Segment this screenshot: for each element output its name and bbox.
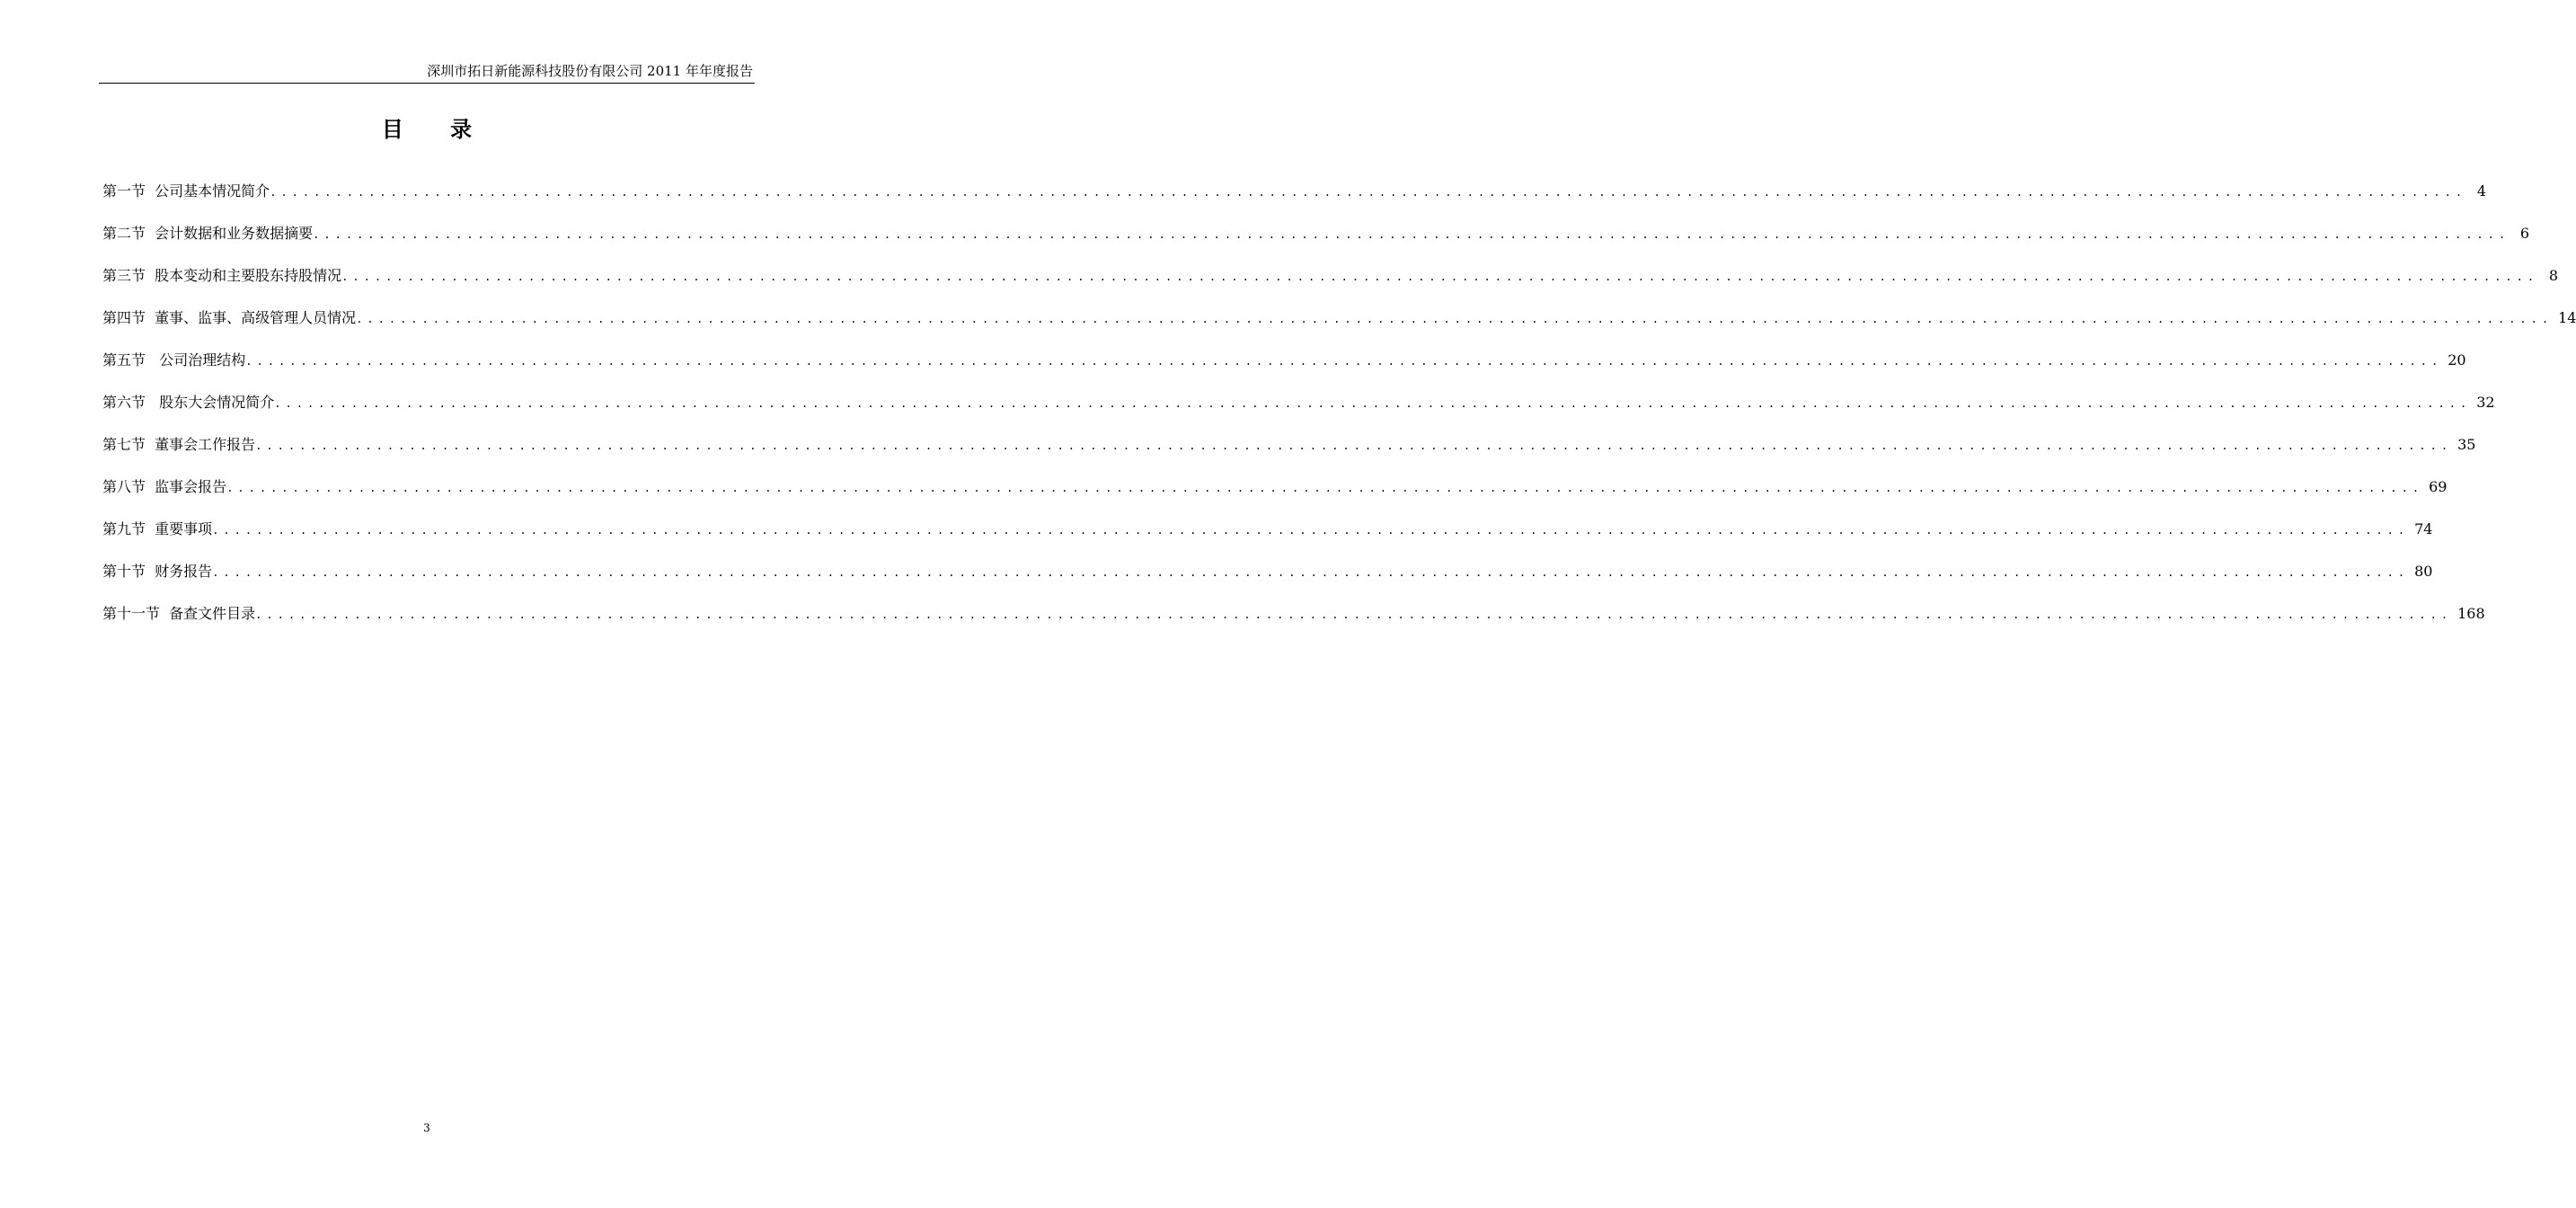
toc-entry-label: 第七节 董事会工作报告	[102, 436, 256, 453]
toc-leader-dots: ........................................................................................................................................................................................................	[341, 271, 2539, 283]
table-of-contents	[102, 180, 2576, 644]
toc-entry-page: 4	[2476, 182, 2487, 200]
toc-entry-page: 74	[2414, 520, 2433, 537]
toc-leader-dots: ........................................................................................................................................................................................................	[255, 608, 2453, 621]
toc-entry-page: 168	[2457, 605, 2485, 622]
page-header	[99, 59, 755, 84]
toc-leader-dots: ........................................................................................................................................................................................................	[356, 313, 2554, 325]
toc-entry-section-11[interactable]	[102, 602, 2485, 644]
toc-leader-dots: ........................................................................................................................................................................................................	[313, 228, 2510, 241]
toc-entry-section-6[interactable]	[102, 391, 2495, 433]
toc-entry-section-2[interactable]	[102, 222, 2530, 264]
toc-entry-page: 32	[2476, 394, 2495, 411]
toc-entry-label: 第二节 会计数据和业务数据摘要	[102, 225, 314, 242]
toc-leader-dots: ........................................................................................................................................................................................................	[245, 355, 2443, 368]
toc-entry-page: 14	[2558, 309, 2576, 326]
toc-entry-section-1[interactable]	[102, 180, 2487, 222]
toc-leader-dots: ........................................................................................................................................................................................................	[270, 186, 2467, 199]
toc-entry-label: 第五节 公司治理结构	[102, 351, 246, 369]
toc-entry-label: 第六节 股东大会情况简介	[102, 394, 275, 411]
toc-entry-section-8[interactable]	[102, 475, 2448, 518]
toc-leader-dots: ........................................................................................................................................................................................................	[226, 482, 2424, 494]
toc-entry-page: 35	[2457, 436, 2476, 453]
toc-leader-dots: ........................................................................................................................................................................................................	[255, 440, 2453, 452]
toc-entry-page: 6	[2519, 225, 2530, 242]
toc-entry-section-10[interactable]	[102, 560, 2433, 602]
toc-entry-page: 8	[2548, 267, 2559, 284]
toc-leader-dots: ........................................................................................................................................................................................................	[274, 397, 2472, 410]
toc-entry-section-4[interactable]	[102, 306, 2576, 349]
page-number: 3	[423, 1122, 430, 1134]
toc-entry-label: 第四节 董事、监事、高级管理人员情况	[102, 309, 357, 326]
toc-entry-section-5[interactable]	[102, 349, 2466, 391]
toc-entry-page: 80	[2414, 563, 2433, 580]
toc-entry-label: 第九节 重要事项	[102, 520, 213, 537]
header-title: 深圳市拓日新能源科技股份有限公司 2011 年年度报告	[427, 63, 753, 79]
toc-entry-page: 69	[2429, 478, 2448, 495]
toc-entry-label: 第一节 公司基本情况简介	[102, 182, 270, 200]
toc-entry-section-3[interactable]	[102, 264, 2559, 306]
toc-entry-section-7[interactable]	[102, 433, 2476, 475]
toc-entry-label: 第十节 财务报告	[102, 563, 213, 580]
toc-leader-dots: ........................................................................................................................................................................................................	[212, 524, 2410, 537]
toc-entry-label: 第三节 股本变动和主要股东持股情况	[102, 267, 342, 284]
toc-entry-section-9[interactable]	[102, 518, 2433, 560]
toc-title: 目 录	[381, 116, 492, 142]
toc-leader-dots: ........................................................................................................................................................................................................	[212, 566, 2410, 579]
toc-entry-label: 第十一节 备查文件目录	[102, 605, 256, 622]
toc-entry-page: 20	[2448, 351, 2466, 369]
toc-entry-label: 第八节 监事会报告	[102, 478, 227, 495]
